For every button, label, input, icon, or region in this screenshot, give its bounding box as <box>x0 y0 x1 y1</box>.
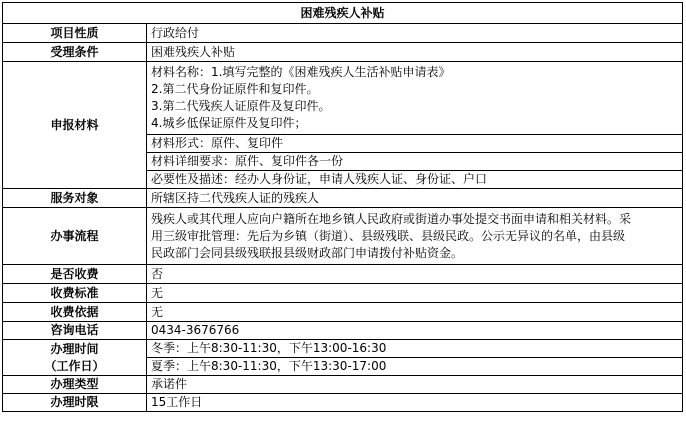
row-label: 受理条件 <box>3 43 147 62</box>
row-label: 是否收费 <box>3 265 147 284</box>
table-row <box>3 322 683 340</box>
materials-necessity: 必要性及描述：经办人身份证，申请人残疾人证、身份证、户口 <box>147 171 683 189</box>
process-line: 残疾人或其代理人应向户籍所在地乡镇人民政府或街道办事处提交书面申请和相关材料。采 <box>151 211 632 226</box>
row-value: 0434-3676766 <box>147 322 683 340</box>
service-info-table <box>2 2 683 412</box>
row-label: 咨询电话 <box>3 322 147 340</box>
table-row <box>3 208 683 265</box>
row-value: 否 <box>147 265 683 284</box>
hours-summer: 夏季：上午8:30-11:30，下午13:30-17:00 <box>147 358 683 376</box>
materials-names <box>147 62 683 135</box>
table-row <box>3 189 683 208</box>
row-label: 项目性质 <box>3 24 147 43</box>
process-line: 用三级审批管理：先后为乡镇（街道）、县级残联、县级民政。公示无异议的名单，由县级 <box>151 228 626 243</box>
materials-name-line: 材料名称：1.填写完整的《困难残疾人生活补贴申请表》 <box>151 65 451 79</box>
table-row <box>3 376 683 394</box>
materials-name-line: 4.城乡低保证原件及复印件； <box>151 116 307 130</box>
row-value: 无 <box>147 303 683 322</box>
row-label: 办事流程 <box>3 208 147 265</box>
hours-label-line1: 办理时间 <box>50 341 99 356</box>
table-row <box>3 62 683 135</box>
service-info-table-container <box>2 2 682 418</box>
table-row <box>3 265 683 284</box>
hours-winter: 冬季：上午8:30-11:30，下午13:00-16:30 <box>147 340 683 358</box>
materials-name-line: 2.第二代身份证原件和复印件。 <box>151 82 319 96</box>
row-value: 承诺件 <box>147 376 683 394</box>
table-row <box>3 284 683 303</box>
row-label: 办理类型 <box>3 376 147 394</box>
process-text <box>147 208 683 265</box>
hours-label-line2: （工作日） <box>44 358 105 373</box>
row-value: 15工作日 <box>147 394 683 412</box>
row-value: 所辖区持二代残疾人证的残疾人 <box>147 189 683 208</box>
row-value: 无 <box>147 284 683 303</box>
row-label: 办理时限 <box>3 394 147 412</box>
materials-form: 材料形式：原件、复印件 <box>147 135 683 153</box>
table-row <box>3 340 683 358</box>
table-row <box>3 303 683 322</box>
row-label: 收费依据 <box>3 303 147 322</box>
row-label: 收费标准 <box>3 284 147 303</box>
title-row <box>3 3 683 24</box>
table-row <box>3 43 683 62</box>
row-value: 困难残疾人补贴 <box>147 43 683 62</box>
process-line: 民政部门会同县级残联报县级财政部门申请拨付补贴资金。 <box>151 245 464 260</box>
row-label: 申报材料 <box>3 62 147 189</box>
materials-name-line: 3.第二代残疾人证原件及复印件。 <box>151 99 331 113</box>
materials-detail: 材料详细要求：原件、复印件各一份 <box>147 153 683 171</box>
table-title: 困难残疾人补贴 <box>3 3 683 24</box>
table-row <box>3 24 683 43</box>
row-value: 行政给付 <box>147 24 683 43</box>
row-label <box>3 340 147 376</box>
row-label: 服务对象 <box>3 189 147 208</box>
table-row <box>3 394 683 412</box>
